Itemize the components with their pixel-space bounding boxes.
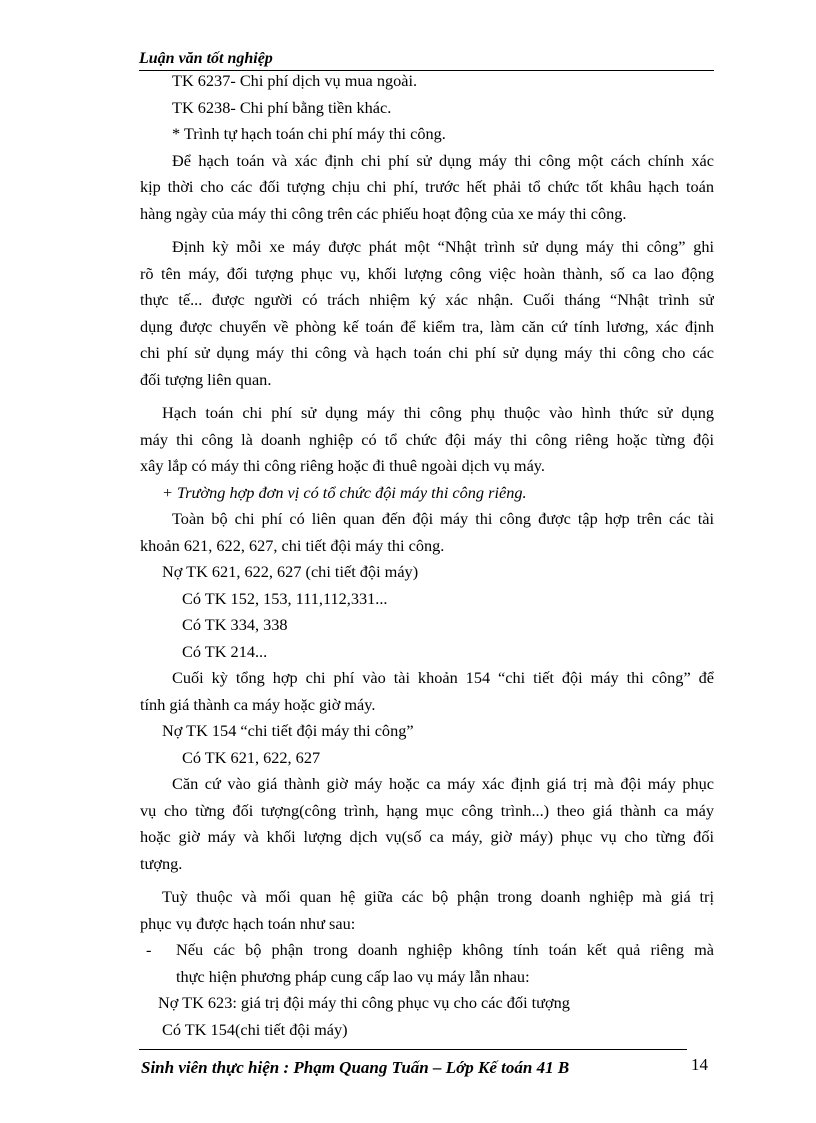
page-number: 14	[691, 1055, 708, 1074]
text-line: chi phí sử dụng máy thi công và hạch toán chi phí sử dụng máy thi công cho các	[140, 343, 714, 362]
text-line: Cuối kỳ tổng hợp chi phí vào tài khoản 154 “chi tiết đội máy thi công” để	[172, 668, 714, 687]
entry-debit: Nợ TK 621, 622, 627 (chi tiết đội máy)	[162, 562, 419, 581]
text-line: tính giá thành ca máy hoặc giờ máy.	[140, 694, 376, 714]
text-line: Căn cứ vào giá thành giờ máy hoặc ca máy xác định giá trị mà đội máy phục	[172, 774, 714, 793]
text-line: vụ cho từng đối tượng(công trình, hạng mục công trình...) theo giá thành ca máy	[140, 800, 714, 820]
text-line: rõ tên máy, đối tượng phục vụ, khối lượng công việc hoàn thành, số ca lao động	[140, 263, 714, 283]
text-line: thực tế... được người có trách nhiệm ký xác nhận. Cuối tháng “Nhật trình sử	[140, 290, 714, 309]
text-line: Tuỳ thuộc và mối quan hệ giữa các bộ phận trong doanh nghiệp mà giá trị	[162, 887, 714, 906]
text-line: kịp thời cho các đối tượng chịu chi phí, trước hết phải tổ chức tốt khâu hạch toán	[140, 177, 714, 196]
text-line: Định kỳ mỗi xe máy được phát một “Nhật trình sử dụng máy thi công” ghi	[172, 237, 714, 256]
page-footer	[139, 1049, 687, 1080]
document-body	[140, 68, 714, 1043]
bullet-dash: -	[146, 940, 152, 959]
text-line: khoản 621, 622, 627, chi tiết đội máy thi công.	[140, 535, 445, 555]
footer-author: Sinh viên thực hiện : Phạm Quang Tuấn – Lớp Kế toán 41 B	[141, 1058, 570, 1077]
text-line: xây lắp có máy thi công riêng hoặc đi thuê ngoài dịch vụ máy.	[140, 456, 545, 475]
italic-subheading: + Trường hợp đơn vị có tổ chức đội máy thi công riêng.	[162, 482, 527, 502]
text-line: Toàn bộ chi phí có liên quan đến đội máy thi công được tập hợp trên các tài	[172, 509, 714, 528]
text-line: * Trình tự hạch toán chi phí máy thi công.	[172, 124, 446, 143]
text-line: thực hiện phương pháp cung cấp lao vụ máy lẫn nhau:	[176, 966, 530, 986]
entry-credit: Có TK 152, 153, 111,112,331...	[182, 588, 388, 608]
text-line: dụng được chuyển về phòng kế toán để kiểm tra, làm căn cứ tính lương, xác định	[140, 316, 714, 336]
entry-debit: Nợ TK 623: giá trị đội máy thi công phục vụ cho các đối tượng	[158, 993, 570, 1012]
text-line: đối tượng liên quan.	[140, 369, 272, 389]
header-title: Luận văn tốt nghiệp	[139, 50, 273, 67]
text-line: tượng.	[140, 853, 183, 873]
text-line: hoặc giờ máy và khối lượng dịch vụ(số ca máy, giờ máy) phục vụ cho từng đối	[140, 827, 714, 846]
text-line: Để hạch toán và xác định chi phí sử dụng máy thi công một cách chính xác	[172, 150, 714, 170]
text-line: máy thi công là doanh nghiệp có tổ chức đội máy thi công riêng hoặc từng đội	[140, 429, 714, 449]
text-line: phục vụ được hạch toán như sau:	[140, 913, 356, 933]
entry-debit: Nợ TK 154 “chi tiết đội máy thi công”	[162, 721, 414, 740]
text-line: TK 6238- Chi phí bằng tiền khác.	[172, 97, 392, 117]
text-line: Nếu các bộ phận trong doanh nghiệp không tính toán kết quả riêng mà	[176, 940, 714, 959]
entry-credit: Có TK 214...	[182, 641, 268, 661]
text-line: TK 6237- Chi phí dịch vụ mua ngoài.	[172, 71, 418, 90]
entry-credit: Có TK 334, 338	[182, 615, 288, 634]
bullet-item	[140, 937, 714, 964]
text-line: hàng ngày của máy thi công trên các phiếu hoạt động của xe máy thi công.	[140, 203, 627, 223]
entry-credit: Có TK 621, 622, 627	[182, 747, 321, 767]
text-line: Hạch toán chi phí sử dụng máy thi công phụ thuộc vào hình thức sử dụng	[162, 403, 714, 422]
entry-credit: Có TK 154(chi tiết đội máy)	[162, 1019, 348, 1039]
